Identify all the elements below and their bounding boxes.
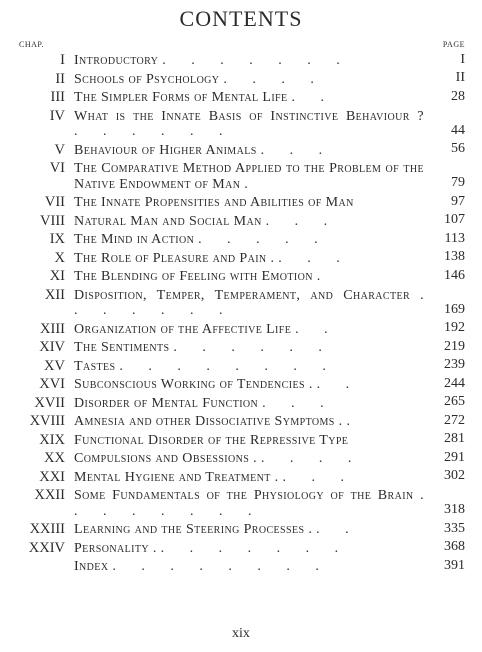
chapter-title-block: [74, 106, 424, 140]
page-ref: 239: [444, 357, 465, 372]
chapter-number: VI: [49, 160, 65, 176]
chapter-title: Index: [74, 559, 109, 574]
chapter-number: XV: [44, 357, 65, 374]
toc-entry: [0, 393, 482, 412]
chapter-title: The Blending of Feeling with Emotion: [74, 269, 313, 284]
chapter-title-block: [74, 192, 424, 211]
toc-entry: [0, 285, 482, 319]
chapter-number: XIII: [40, 320, 65, 337]
toc-entry: [0, 87, 482, 106]
page-ref: 107: [444, 212, 465, 227]
page-ref: 272: [444, 412, 465, 428]
page-ref: 219: [444, 338, 465, 354]
toc-entry: [0, 229, 482, 248]
page-ref: 146: [444, 267, 465, 283]
dot-leader: . . .: [278, 250, 351, 266]
dot-leader: .: [346, 414, 361, 429]
page-ref: 28: [451, 88, 465, 104]
chapter-title-block: [74, 158, 424, 192]
chapter-title: Tastes: [74, 358, 116, 374]
page-ref: 391: [444, 557, 465, 573]
page-ref: 265: [444, 394, 465, 409]
chapter-title-block: [74, 393, 424, 412]
chapter-title-block: [74, 538, 424, 557]
dot-leader: . .: [316, 522, 360, 537]
toc-entry: [0, 319, 482, 338]
chapter-number: XIX: [39, 431, 65, 448]
chapter-number: II: [55, 70, 65, 87]
chapter-title-block: [74, 248, 424, 267]
chapter-title-block: [74, 266, 424, 285]
toc-entry: [0, 158, 482, 192]
chapter-title-block: [74, 211, 424, 230]
dot-leader: . .: [291, 90, 335, 105]
chapter-title: The Mind in Action: [74, 232, 195, 247]
chapter-title: Some Fundamentals of the Physiology of the Brain .: [74, 488, 424, 503]
toc-entry: [0, 211, 482, 230]
dot-leader: . .: [316, 377, 361, 392]
chapter-title-block: [74, 556, 424, 575]
page-ref: 302: [444, 468, 465, 483]
chapter-title-block: [74, 374, 424, 393]
dot-leader: . . . .: [260, 451, 363, 466]
dot-leader: .: [316, 269, 332, 284]
page-ref: 138: [444, 249, 465, 264]
contents-list: [0, 50, 482, 575]
toc-entry: [0, 556, 482, 575]
page-ref: 113: [444, 230, 465, 246]
page-ref: I: [460, 51, 465, 67]
chapter-title-block: [74, 519, 424, 538]
toc-entry: [0, 467, 482, 486]
chapter-title-block: [74, 411, 424, 430]
page-ref: 244: [444, 375, 465, 391]
chapter-number: XXI: [39, 468, 65, 485]
toc-entry: [0, 140, 482, 159]
toc-entry: [0, 430, 482, 449]
chapter-title-block: [74, 356, 424, 375]
chapter-title-block: [74, 285, 424, 319]
dot-leader: .: [244, 176, 259, 192]
page-ref: 97: [451, 193, 465, 209]
chapter-number: XVIII: [29, 413, 65, 429]
toc-entry: [0, 50, 482, 69]
chapter-title-block: [74, 467, 424, 486]
chapter-number: XXIII: [29, 521, 65, 537]
chapter-title-block: [74, 87, 424, 106]
toc-entry: [0, 485, 482, 519]
dot-leader: . . . . . .: [173, 340, 333, 355]
chapter-number: X: [54, 249, 65, 266]
chapter-title: Disorder of Mental Function: [74, 395, 259, 411]
page-ref: 281: [444, 431, 465, 446]
chapter-title: The Sentiments: [74, 340, 170, 355]
page-ref: II: [455, 70, 465, 85]
chapter-title-block: [74, 430, 424, 449]
chapter-number: XXII: [34, 487, 65, 503]
dot-leader: . .: [295, 321, 339, 337]
chapter-title: The Role of Pleasure and Pain .: [74, 250, 275, 266]
dot-leader: . . .: [262, 395, 335, 411]
chapter-title: Amnesia and other Dissociative Symptoms .: [74, 414, 343, 429]
toc-entry: [0, 337, 482, 356]
chapter-number: XVI: [39, 376, 65, 392]
page-ref: 291: [444, 449, 465, 465]
chapter-number: IX: [49, 231, 65, 247]
chapter-number: I: [60, 52, 65, 68]
chapter-title: The Innate Propensities and Abilities of Man: [74, 195, 354, 210]
chapter-title: Compulsions and Obsessions .: [74, 451, 258, 466]
toc-entry: [0, 106, 482, 140]
page-ref: 318: [444, 502, 465, 517]
dot-leader: . . . . . . .: [160, 540, 350, 556]
chapter-title: Personality .: [74, 540, 157, 556]
page-ref: 368: [444, 539, 465, 554]
chapter-column-label: CHAP.: [19, 40, 44, 49]
dot-leader: . . . .: [223, 71, 325, 87]
chapter-title: The Simpler Forms of Mental Life: [74, 90, 288, 105]
chapter-number: III: [50, 89, 65, 105]
chapter-title-block: [74, 485, 424, 519]
chapter-number: XXIV: [28, 539, 65, 556]
chapter-title: Subconscious Working of Tendencies .: [74, 377, 313, 392]
chapter-title: What is the Innate Basis of Instinctive Behaviour ?: [74, 108, 424, 124]
page-ref: 44: [451, 122, 465, 138]
toc-entry: [0, 538, 482, 557]
dot-leader: . . . . . .: [74, 124, 234, 139]
toc-entry: [0, 192, 482, 211]
page-ref: 56: [451, 141, 465, 156]
toc-entry: [0, 248, 482, 267]
chapter-number: XIV: [39, 339, 65, 355]
dot-leader: . . .: [260, 142, 334, 158]
chapter-title: Behaviour of Higher Animals: [74, 142, 257, 158]
chapter-number: XX: [44, 450, 65, 466]
toc-entry: [0, 448, 482, 467]
dot-leader: . . .: [282, 469, 355, 485]
toc-entry: [0, 411, 482, 430]
chapter-number: VII: [44, 194, 65, 210]
chapter-title: The Comparative Method Applied to the Problem of the Native Endowment of Man: [74, 161, 424, 192]
chapter-title-block: [74, 337, 424, 356]
chapter-number: XVII: [34, 394, 65, 411]
chapter-title: Organization of the Affective Life: [74, 321, 292, 337]
chapter-title: Functional Disorder of the Repressive Type: [74, 432, 349, 448]
chapter-title-block: [74, 140, 424, 159]
chapter-title: Schools of Psychology: [74, 71, 220, 87]
dot-leader: . . . . . . . .: [119, 358, 337, 374]
toc-entry: [0, 356, 482, 375]
chapter-title: Disposition, Temper, Temperament, and Character .: [74, 287, 424, 303]
page-number: xix: [232, 626, 250, 641]
chapter-number: VIII: [40, 212, 65, 229]
dot-leader: . . . . . . . .: [112, 559, 330, 574]
page-ref: 192: [444, 320, 465, 335]
dot-leader: . . .: [265, 213, 339, 229]
page-title: CONTENTS: [179, 6, 303, 31]
page-ref: 79: [451, 175, 465, 190]
page-ref: 169: [444, 301, 465, 317]
dot-leader: . . . . .: [198, 232, 329, 247]
chapter-number: V: [54, 141, 65, 158]
dot-leader: . . . . . . .: [74, 503, 263, 519]
chapter-title: Introductory: [74, 53, 159, 68]
toc-entry: [0, 374, 482, 393]
chapter-number: XII: [44, 286, 65, 303]
page-column-label: PAGE: [442, 40, 465, 49]
chapter-title: Natural Man and Social Man: [74, 213, 262, 229]
chapter-number: IV: [49, 107, 65, 124]
dot-leader: . . . . . . .: [162, 53, 351, 68]
chapter-title: Learning and the Steering Processes .: [74, 522, 313, 537]
chapter-title: Mental Hygiene and Treatment .: [74, 469, 279, 485]
chapter-title-block: [74, 69, 424, 88]
chapter-number: XI: [49, 268, 65, 284]
toc-entry: [0, 266, 482, 285]
dot-leader: . . . . . .: [74, 303, 234, 318]
chapter-title-block: [74, 448, 424, 467]
toc-entry: [0, 69, 482, 88]
chapter-title-block: [74, 50, 424, 69]
toc-entry: [0, 519, 482, 538]
page-ref: 335: [444, 520, 465, 536]
chapter-title-block: [74, 319, 424, 338]
chapter-title-block: [74, 229, 424, 248]
